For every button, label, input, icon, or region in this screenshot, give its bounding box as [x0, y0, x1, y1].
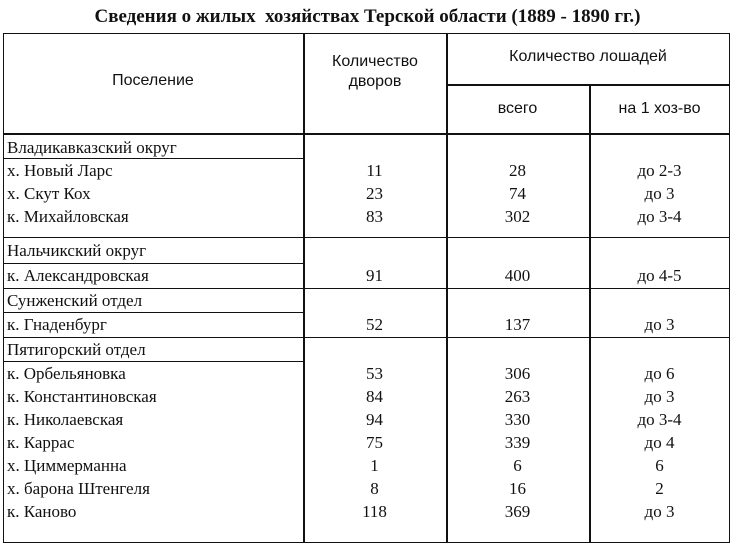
- row-horses: 16: [509, 479, 526, 498]
- row-households: 8: [370, 479, 379, 498]
- header-per-household: на 1 хоз-во: [618, 100, 701, 117]
- row-name: к. Каррас: [7, 433, 75, 452]
- row-per-household: до 3: [644, 184, 675, 203]
- divider: [3, 337, 730, 338]
- row-name: х. Новый Ларс: [7, 161, 113, 180]
- group-name: Сунженский отдел: [7, 291, 143, 310]
- row-horses: 74: [509, 184, 526, 203]
- divider: [3, 263, 303, 264]
- row-name: х. барона Штенгеля: [7, 479, 150, 498]
- divider: [3, 312, 303, 313]
- row-horses: 137: [504, 315, 531, 334]
- row-households: 94: [366, 410, 383, 429]
- row-households: 52: [366, 315, 383, 334]
- divider: [3, 237, 730, 238]
- row-name: к. Каново: [7, 502, 77, 521]
- header-total: всего: [497, 100, 538, 117]
- row-per-household: до 3: [644, 315, 675, 334]
- row-horses: 6: [513, 456, 522, 475]
- row-households: 118: [362, 502, 387, 521]
- row-per-household: до 3: [644, 387, 675, 406]
- row-per-household: до 4-5: [637, 266, 682, 285]
- group-name: Пятигорский отдел: [7, 340, 146, 359]
- row-households: 11: [366, 161, 383, 180]
- row-name: к. Михайловская: [7, 207, 129, 226]
- row-name: х. Скут Кох: [7, 184, 91, 203]
- row-name: к. Гнаденбург: [7, 315, 107, 334]
- row-per-household: до 3-4: [637, 207, 682, 226]
- page-title: Сведения о жилых хозяйствах Терской области (1889 - 1890 гг.): [94, 6, 641, 27]
- row-households: 75: [366, 433, 383, 452]
- row-horses: 330: [504, 410, 531, 429]
- header-horses: Количество лошадей: [509, 48, 667, 65]
- row-households: 84: [366, 387, 383, 406]
- row-horses: 263: [504, 387, 531, 406]
- header-households: Количество дворов: [332, 53, 418, 90]
- row-per-household: до 4: [644, 433, 675, 452]
- divider: [3, 133, 730, 135]
- row-households: 91: [366, 266, 383, 285]
- row-per-household: до 3-4: [637, 410, 682, 429]
- divider: [3, 361, 303, 362]
- row-horses: 369: [504, 502, 531, 521]
- row-per-household: 2: [655, 479, 664, 498]
- divider: [3, 288, 730, 289]
- row-horses: 28: [509, 161, 526, 180]
- row-horses: 306: [504, 364, 531, 383]
- row-per-household: 6: [655, 456, 664, 475]
- row-horses: 339: [504, 433, 531, 452]
- row-households: 1: [370, 456, 379, 475]
- row-per-household: до 6: [644, 364, 675, 383]
- divider: [3, 158, 303, 159]
- row-horses: 302: [504, 207, 531, 226]
- row-horses: 400: [504, 266, 531, 285]
- row-name: к. Николаевская: [7, 410, 124, 429]
- row-households: 53: [366, 364, 383, 383]
- group-name: Нальчикский округ: [7, 241, 147, 260]
- header-settlement: Поселение: [112, 72, 194, 89]
- row-per-household: до 2-3: [637, 161, 682, 180]
- row-name: к. Орбельяновка: [7, 364, 126, 383]
- row-per-household: до 3: [644, 502, 675, 521]
- divider: [446, 84, 730, 86]
- row-name: к. Константиновская: [7, 387, 157, 406]
- row-households: 83: [366, 207, 383, 226]
- row-name: х. Циммерманна: [7, 456, 127, 475]
- group-name: Владикавказский округ: [7, 138, 177, 157]
- row-name: к. Александровская: [7, 266, 149, 285]
- row-households: 23: [366, 184, 383, 203]
